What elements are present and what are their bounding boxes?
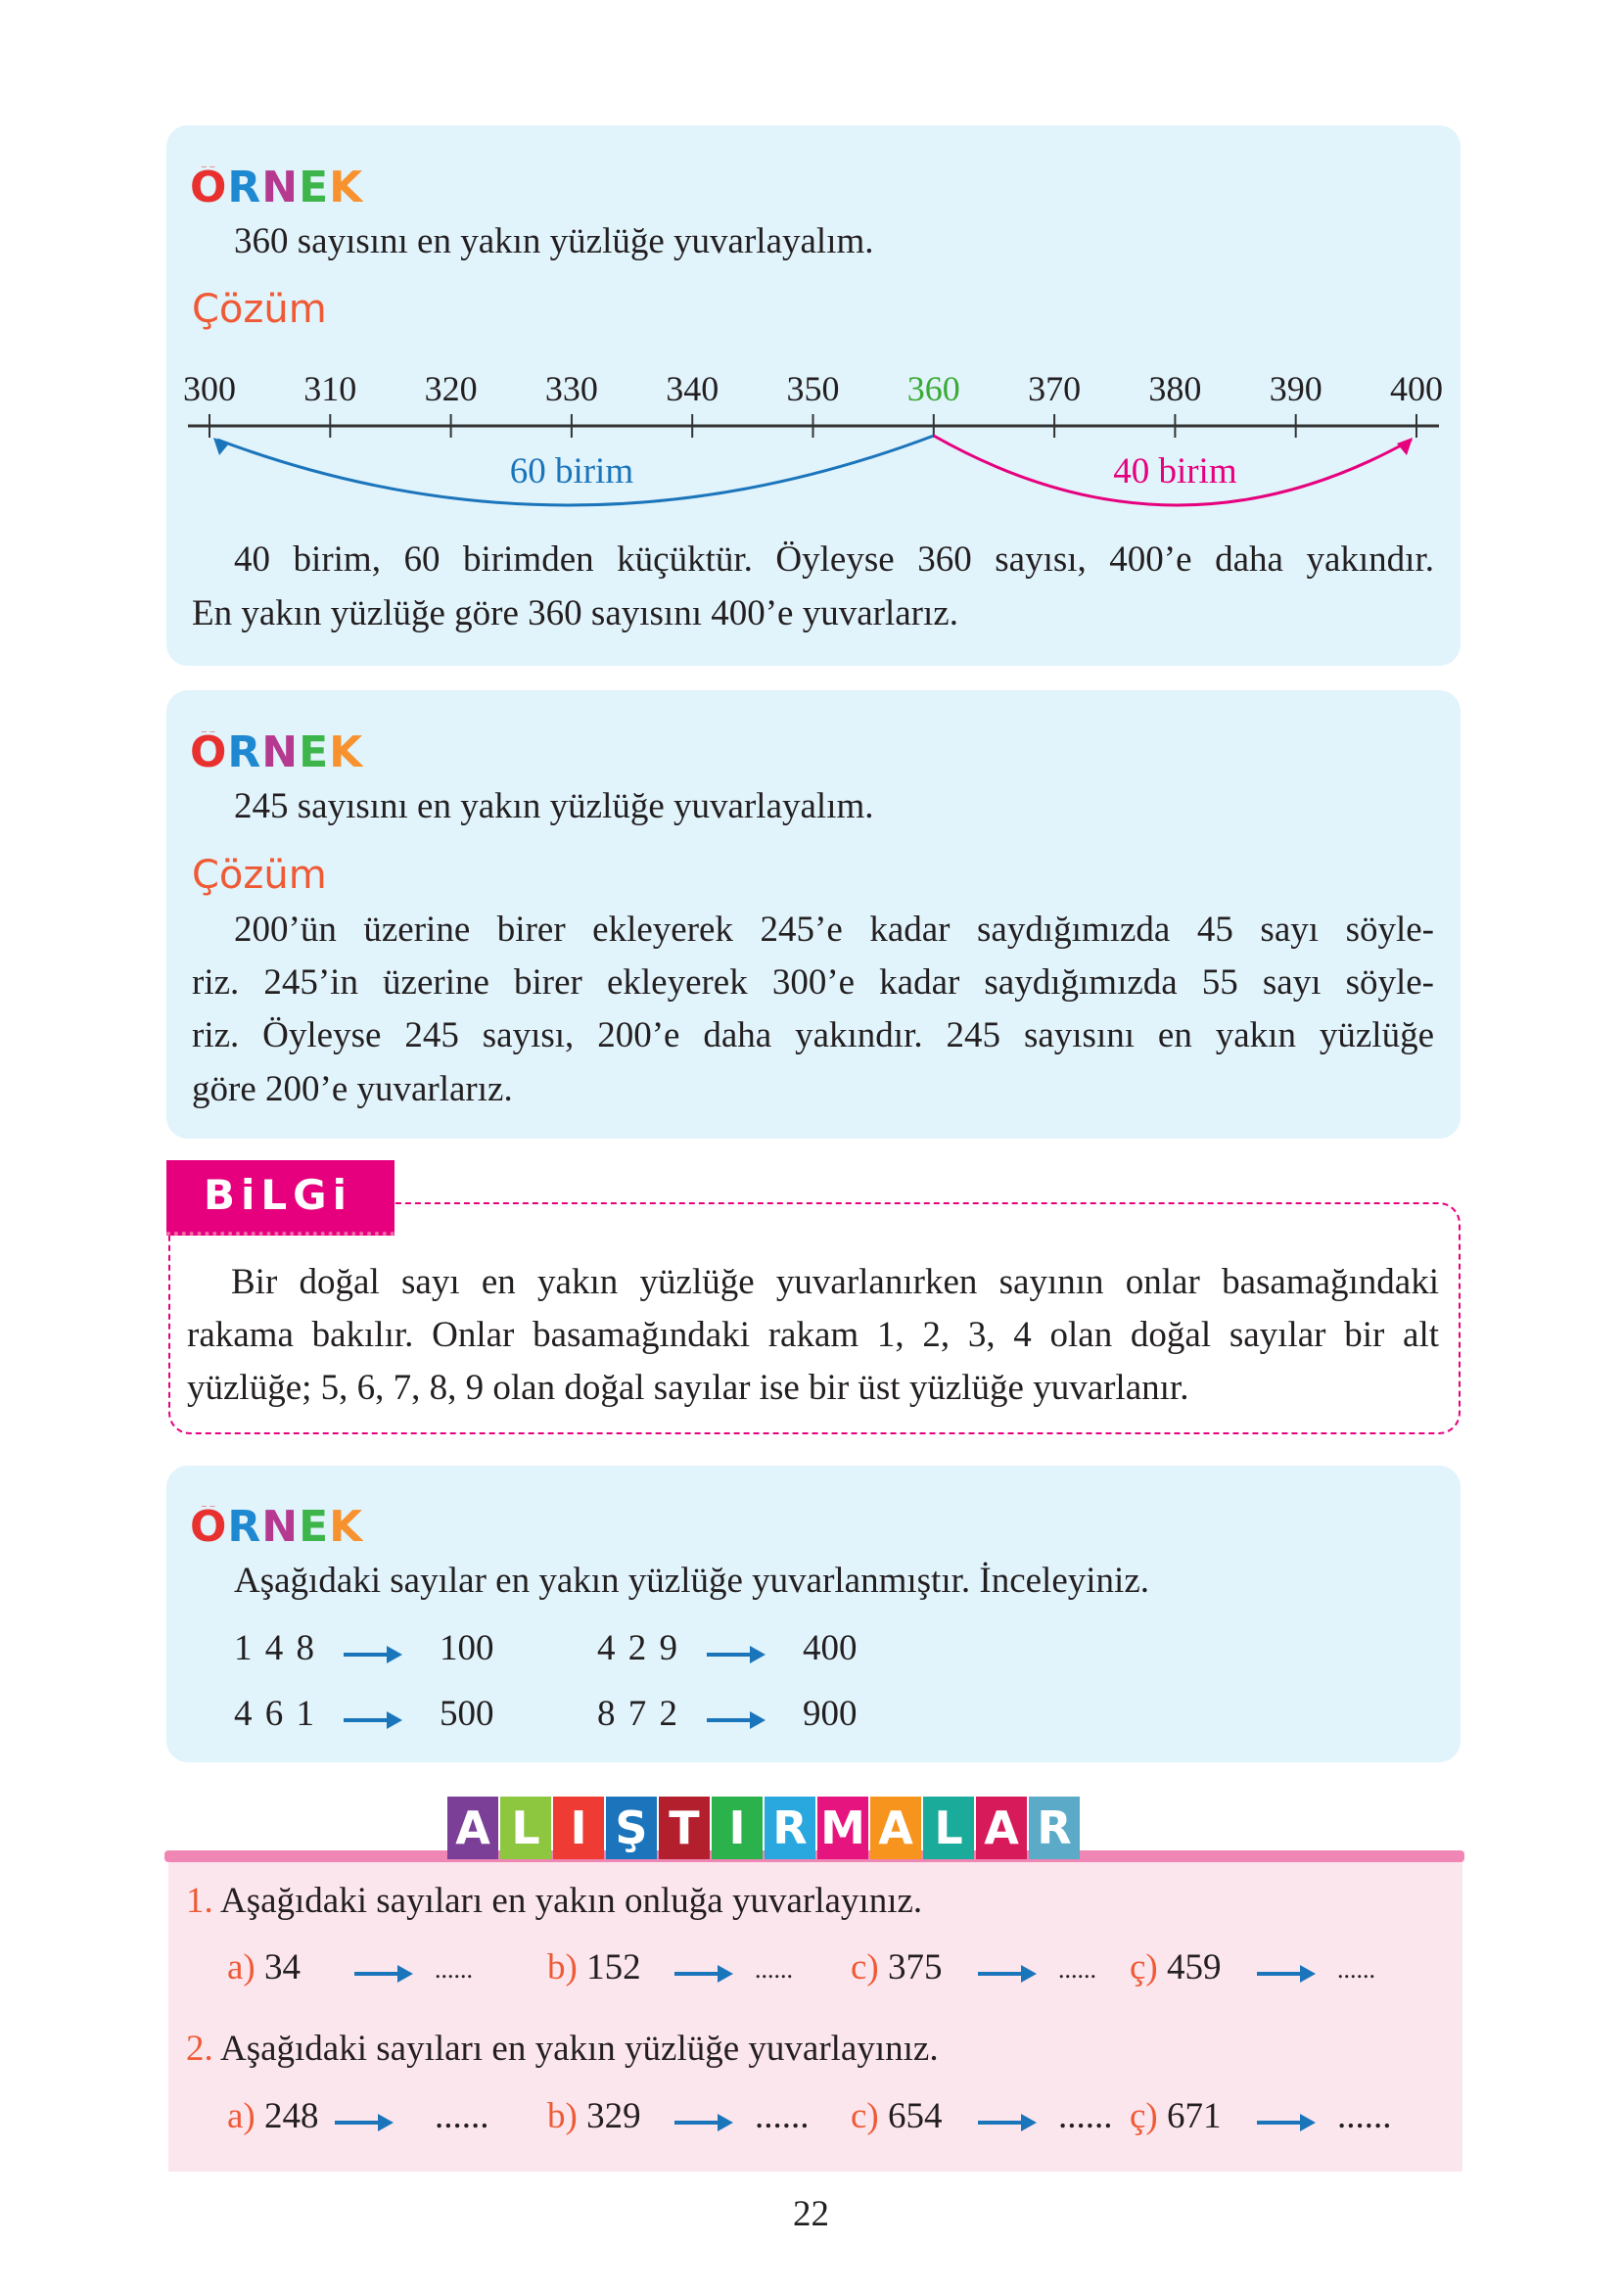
arrow-icon (344, 1653, 398, 1657)
info-line: yüzlüğe; 5, 6, 7, 8, 9 olan doğal sayılar ise bir üst yüzlüğe yuvarlanır. (187, 1368, 1189, 1408)
exercise-item (851, 1946, 943, 1989)
number-line-tick-label: 380 (1148, 369, 1202, 408)
title-tile: L (923, 1797, 974, 1859)
arrow-icon (707, 1653, 762, 1657)
item-label: ç) (1130, 2096, 1158, 2136)
page-number: 22 (793, 2194, 829, 2234)
arrow-icon (978, 2121, 1033, 2125)
example3-number: 4 2 9 (597, 1628, 677, 1668)
example1-question: 360 sayısını en yakın yüzlüğe yuvarlayalım. (234, 221, 874, 261)
arrow-icon (354, 1972, 409, 1976)
arrow-icon (674, 1972, 729, 1976)
arrow-icon (1257, 1972, 1312, 1976)
example3-result: 400 (803, 1628, 858, 1668)
right_arc-label: 40 birim (1113, 451, 1237, 491)
item-value: 34 (264, 1947, 301, 1987)
number-line-tick-label: 300 (183, 369, 236, 408)
title-tile: A (447, 1797, 498, 1859)
item-label: b) (547, 2096, 578, 2136)
title-tile: I (712, 1797, 763, 1859)
info-line: Bir doğal sayı en yakın yüzlüğe yuvarlanırken sayının onlar basamağındaki (231, 1262, 1439, 1302)
item-value: 654 (888, 2096, 943, 2136)
answer-blank[interactable]: ...... (1058, 2096, 1113, 2136)
arrow-icon (978, 1972, 1033, 1976)
answer-blank[interactable]: ...... (435, 1955, 473, 1984)
cozum-heading: Çözüm (192, 853, 327, 898)
ornek-heading: ÖRNEK (190, 1502, 364, 1552)
exercise-item (227, 1946, 301, 1989)
example3-question: Aşağıdaki sayılar en yakın yüzlüğe yuvarlanmıştır. İnceleyiniz. (234, 1561, 1149, 1601)
item-label: c) (851, 2096, 879, 2136)
number-line-tick-label: 310 (303, 369, 357, 408)
question-number: 1. (186, 1881, 213, 1921)
question-number: 2. (186, 2029, 213, 2069)
example3-number: 8 7 2 (597, 1694, 677, 1734)
info-tag-label: BiLGi (204, 1171, 353, 1219)
item-label: c) (851, 1947, 879, 1987)
example3-result: 500 (440, 1694, 494, 1734)
exercise-item (227, 2095, 319, 2138)
item-label: b) (547, 1947, 578, 1987)
title-tile: L (500, 1797, 551, 1859)
number-line-tick-label: 400 (1390, 369, 1443, 408)
example3-number: 4 6 1 (234, 1694, 314, 1734)
title-tile: R (1029, 1797, 1080, 1859)
title-tile: A (870, 1797, 921, 1859)
arrow-icon (1257, 2121, 1312, 2125)
exercise-question (186, 1880, 922, 1923)
example2-explanation-line: 200’ün üzerine birer ekleyerek 245’e kadar saydığımızda 45 sayı söyle- (234, 910, 1434, 950)
answer-blank[interactable]: ...... (1058, 1955, 1096, 1984)
example2-explanation-line: göre 200’e yuvarlarız. (192, 1069, 513, 1109)
exercise-question (186, 2028, 939, 2071)
example2-question: 245 sayısını en yakın yüzlüğe yuvarlayalım. (234, 786, 874, 826)
answer-blank[interactable]: ...... (755, 1955, 793, 1984)
answer-blank[interactable]: ...... (755, 2096, 810, 2136)
exercise-item (547, 1946, 641, 1989)
number-line-tick-label: 390 (1269, 369, 1322, 408)
item-value: 459 (1167, 1947, 1222, 1987)
number-line (166, 352, 1461, 519)
left_arc-label: 60 birim (509, 451, 634, 491)
answer-blank[interactable]: ...... (1337, 1955, 1375, 1984)
item-value: 152 (586, 1947, 641, 1987)
arrow-icon (344, 1718, 398, 1722)
question-text: Aşağıdaki sayıları en yakın onluğa yuvarlayınız. (219, 1881, 923, 1921)
exercises-title (447, 1797, 1082, 1859)
number-line-tick-label: 360 (906, 369, 960, 408)
title-tile: R (765, 1797, 815, 1859)
exercise-item (1130, 1946, 1222, 1989)
example1-explanation-line: En yakın yüzlüğe göre 360 sayısını 400’e yuvarlarız. (192, 593, 958, 633)
title-tile: T (659, 1797, 710, 1859)
example3-result: 100 (440, 1628, 494, 1668)
arrow-icon (707, 1718, 762, 1722)
arrow-icon (674, 2121, 729, 2125)
title-tile: M (817, 1797, 868, 1859)
item-value: 248 (264, 2096, 319, 2136)
example2-explanation-line: riz. 245’in üzerine birer ekleyerek 300’e kadar saydığımızda 55 sayı söyle- (192, 962, 1434, 1003)
number-line-tick-label: 330 (544, 369, 598, 408)
question-text: Aşağıdaki sayıları en yakın yüzlüğe yuvarlayınız. (219, 2029, 939, 2069)
ornek-heading: ÖRNEK (190, 727, 364, 777)
cozum-heading: Çözüm (192, 287, 327, 332)
exercise-item (547, 2095, 641, 2138)
item-label: a) (227, 2096, 255, 2136)
number-line-tick-label: 340 (666, 369, 719, 408)
example3-result: 900 (803, 1694, 858, 1734)
item-label: a) (227, 1947, 255, 1987)
example3-number: 1 4 8 (234, 1628, 314, 1668)
item-value: 375 (888, 1947, 943, 1987)
number-line-tick-label: 320 (424, 369, 478, 408)
exercise-item (1130, 2095, 1222, 2138)
title-tile: A (976, 1797, 1027, 1859)
number-line-tick-label: 370 (1028, 369, 1082, 408)
arrow-icon (335, 2121, 390, 2125)
answer-blank[interactable]: ...... (1337, 2096, 1392, 2136)
title-tile: I (553, 1797, 604, 1859)
item-value: 671 (1167, 2096, 1222, 2136)
exercise-item (851, 2095, 943, 2138)
item-value: 329 (586, 2096, 641, 2136)
answer-blank[interactable]: ...... (435, 2096, 489, 2136)
number-line-tick-label: 350 (786, 369, 840, 408)
ornek-heading: ÖRNEK (190, 163, 364, 212)
info-line: rakama bakılır. Onlar basamağındaki rakam 1, 2, 3, 4 olan doğal sayılar bir alt (187, 1315, 1439, 1355)
title-tile: Ş (606, 1797, 657, 1859)
example2-explanation-line: riz. Öyleyse 245 sayısı, 200’e daha yakındır. 245 sayısını en yakın yüzlüğe (192, 1015, 1434, 1055)
example1-explanation-line: 40 birim, 60 birimden küçüktür. Öyleyse 360 sayısı, 400’e daha yakındır. (234, 539, 1434, 580)
item-label: ç) (1130, 1947, 1158, 1987)
